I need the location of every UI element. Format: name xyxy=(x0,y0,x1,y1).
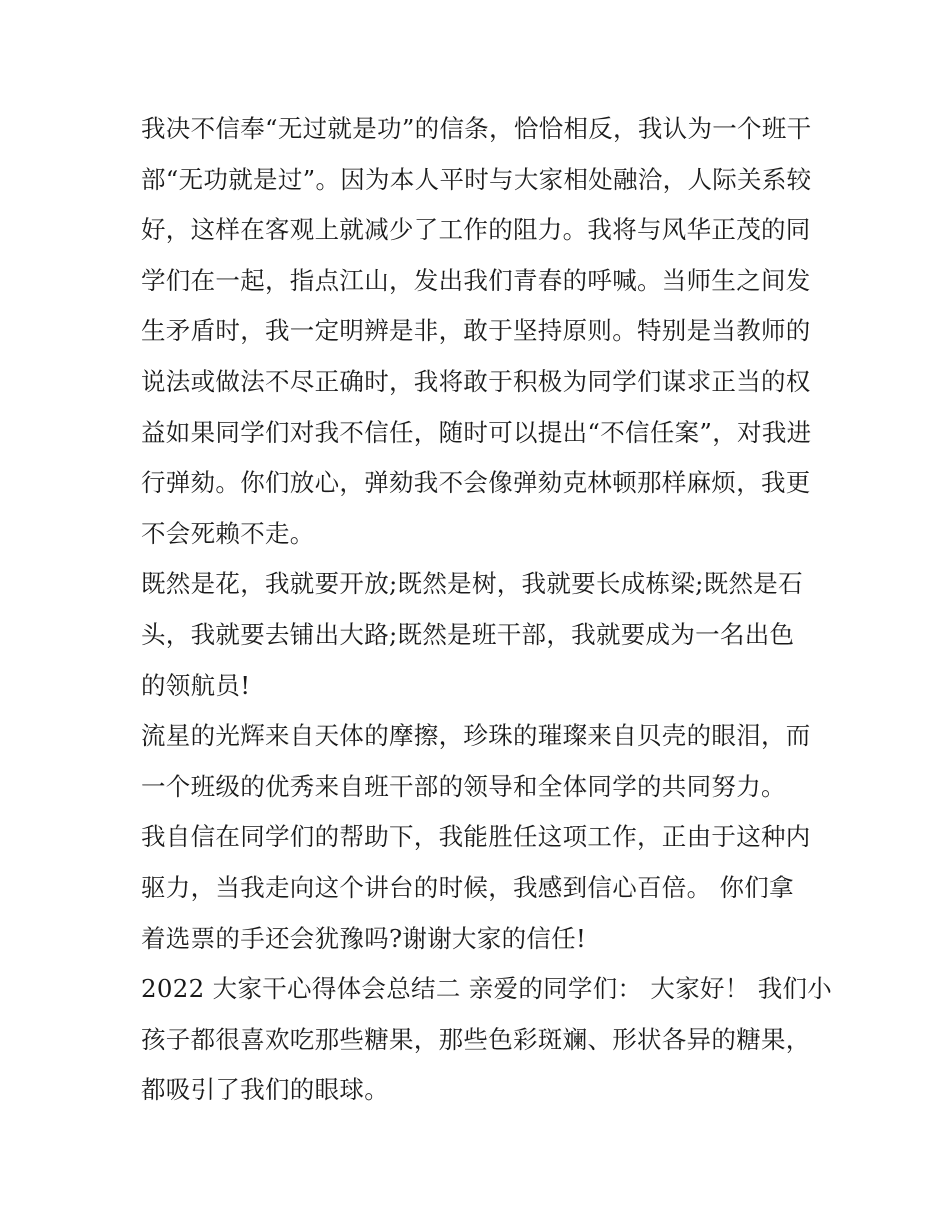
text-line: 生矛盾时，我一定明辨是非，敢于坚持原则。特别是当教师的 xyxy=(141,316,811,346)
text-line: 都吸引了我们的眼球。 xyxy=(141,1075,389,1105)
text-line: 孩子都很喜欢吃那些糖果，那些色彩斑斓、形状各异的糖果， xyxy=(141,1024,811,1054)
document-body xyxy=(141,104,833,1116)
text-line: 益如果同学们对我不信任，随时可以提出“不信任案”，对我进 xyxy=(141,417,812,447)
text-line: 我自信在同学们的帮助下，我能胜任这项工作，正由于这种内 xyxy=(141,822,811,852)
text-line: 流星的光辉来自天体的摩擦，珍珠的璀璨来自贝壳的眼泪，而 xyxy=(141,721,811,751)
text-line: 着选票的手还会犹豫吗?谢谢大家的信任! xyxy=(141,923,587,953)
text-line: 我决不信奉“无过就是功”的信条，恰恰相反，我认为一个班干 xyxy=(141,114,812,143)
text-line: 2022 大家干心得体会总结二 亲爱的同学们： 大家好！ 我们小 xyxy=(141,974,833,1004)
text-line: 行弹劾。你们放心，弹劾我不会像弹劾克林顿那样麻烦，我更 xyxy=(141,468,811,498)
text-line: 不会死赖不走。 xyxy=(141,518,315,548)
text-line: 头，我就要去铺出大路;既然是班干部，我就要成为一名出色 xyxy=(141,619,795,649)
text-line: 部“无功就是过”。因为本人平时与大家相处融洽，人际关系较 xyxy=(141,164,812,194)
text-line: 学们在一起，指点江山，发出我们青春的呼喊。当师生之间发 xyxy=(141,265,811,295)
text-line: 一个班级的优秀来自班干部的领导和全体同学的共同努力。 xyxy=(141,771,786,801)
text-line: 好，这样在客观上就减少了工作的阻力。我将与风华正茂的同 xyxy=(141,215,811,245)
text-line: 既然是花，我就要开放;既然是树，我就要长成栋梁;既然是石 xyxy=(141,569,803,599)
text-line: 驱力，当我走向这个讲台的时候，我感到信心百倍。 你们拿 xyxy=(141,872,794,902)
text-line: 说法或做法不尽正确时，我将敢于积极为同学们谋求正当的权 xyxy=(141,366,811,396)
text-line: 的领航员! xyxy=(141,670,251,700)
